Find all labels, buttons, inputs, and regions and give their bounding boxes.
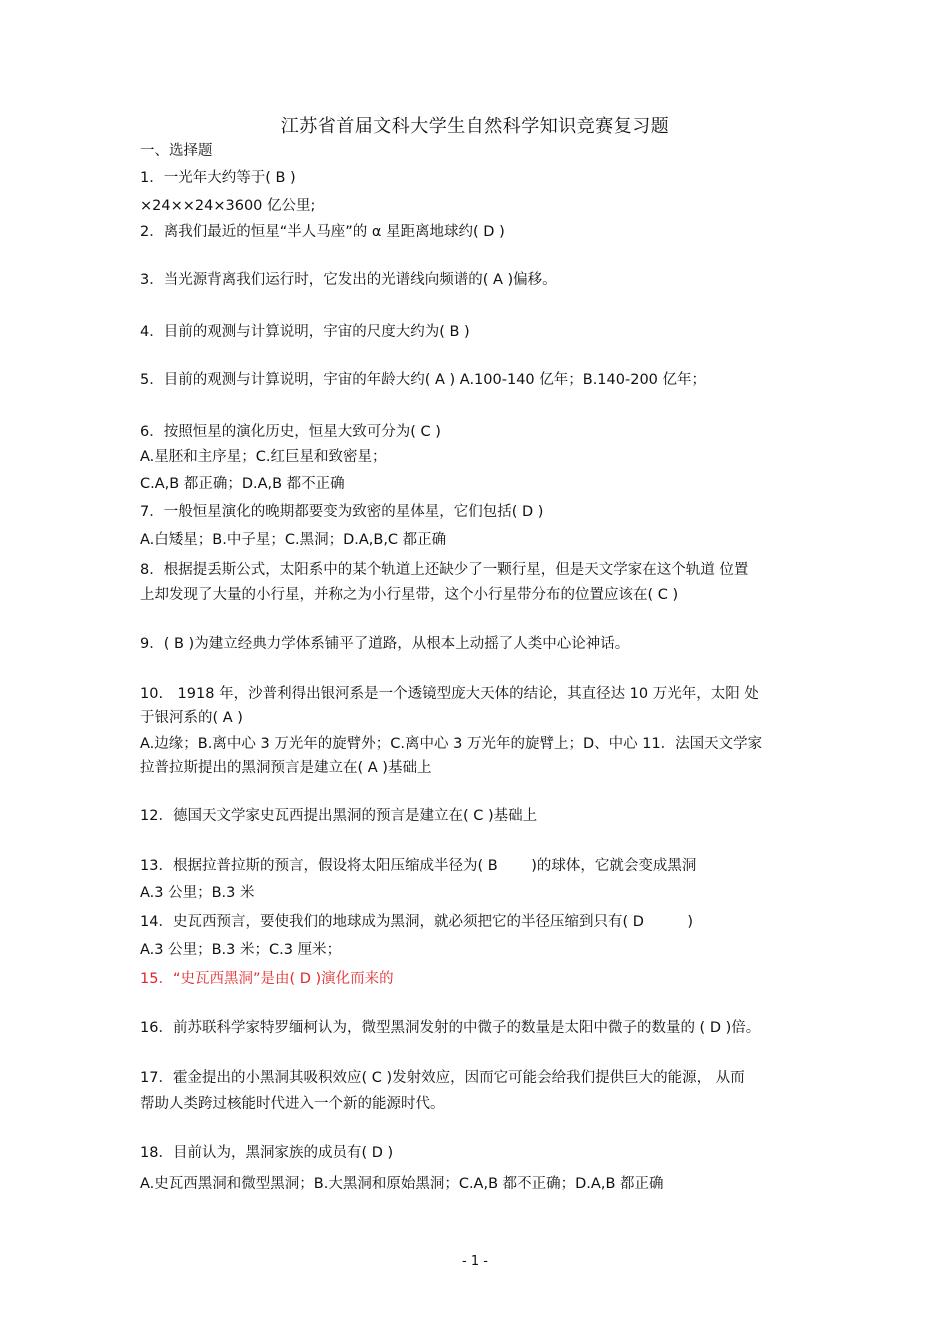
document-title: 江苏省首届文科大学生自然科学知识竞赛复习题 (280, 116, 670, 137)
options-line: A.3 公里；B.3 米 (140, 885, 255, 901)
question-17-cont: 帮助人类跨过核能时代进入一个新的能源时代。 (140, 1096, 445, 1112)
question-15-highlighted: 15．“史瓦西黑洞”是由( D )演化而来的 (140, 971, 394, 987)
question-4: 4．目前的观测与计算说明，宇宙的尺度大约为( B ) (140, 324, 470, 340)
options-line: A.星胚和主序星；C.红巨星和致密星； (140, 449, 387, 465)
question-6: 6．按照恒星的演化历史，恒星大致可分为( C ) (140, 424, 441, 440)
options-line: A.史瓦西黑洞和微型黑洞；B.大黑洞和原始黑洞；C.A,B 都不正确；D.A,B 都正确 (140, 1176, 664, 1192)
options-line: C.A,B 都正确；D.A,B 都不正确 (140, 476, 345, 492)
question-12: 12．德国天文学家史瓦西提出黑洞的预言是建立在( C )基础上 (140, 808, 538, 824)
question-9: 9．( B )为建立经典力学体系铺平了道路，从根本上动摇了人类中心论神话。 (140, 636, 630, 652)
question-11-cont: 拉普拉斯提出的黑洞预言是建立在( A )基础上 (140, 760, 432, 776)
options-line: A.3 公里；B.3 米；C.3 厘米； (140, 942, 342, 958)
question-1: 1．一光年大约等于( B ) (140, 170, 296, 186)
options-line: A.白矮星；B.中子星；C.黑洞；D.A,B,C 都正确 (140, 532, 447, 548)
question-8: 8．根据提丢斯公式，太阳系中的某个轨道上还缺少了一颗行星，但是天文学家在这个轨道 位置 (140, 562, 749, 578)
question-8-cont: 上却发现了大量的小行星，并称之为小行星带，这个小行星带分布的位置应该在( C ) (140, 587, 679, 603)
question-5: 5．目前的观测与计算说明，宇宙的年龄大约( A ) A.100-140 亿年；B.140-200 亿年； (140, 372, 707, 388)
question-3: 3．当光源背离我们运行时，它发出的光谱线向频谱的( A )偏移。 (140, 272, 557, 288)
question-13: 13．根据拉普拉斯的预言，假设将太阳压缩成半径为( B )的球体，它就会变成黑洞 (140, 858, 697, 874)
section-heading: 一、选择题 (140, 143, 213, 159)
question-14: 14．史瓦西预言，要使我们的地球成为黑洞，就必须把它的半径压缩到只有( D ) (140, 914, 694, 930)
question-10: 10. 1918 年，沙普利得出银河系是一个透镜型庞大天体的结论，其直径达 10 万光年，太阳 处 (140, 686, 759, 702)
answer-line: ×24××24×3600 亿公里; (140, 198, 316, 214)
question-7: 7．一般恒星演化的晚期都要变为致密的星体星，它们包括( D ) (140, 504, 544, 520)
page-number: - 1 - (462, 1254, 488, 1269)
question-17: 17．霍金提出的小黑洞其吸积效应( C )发射效应，因而它可能会给我们提供巨大的能源， 从而 (140, 1070, 745, 1086)
question-18: 18．目前认为，黑洞家族的成员有( D ) (140, 1145, 394, 1161)
question-10-cont: 于银河系的( A ) (140, 710, 243, 726)
options-line: A.边缘；B.离中心 3 万光年的旋臂外；C.离中心 3 万光年的旋臂上；D、中心 11．法国天文学家 (140, 736, 763, 752)
question-2: 2．离我们最近的恒星“半人马座”的 α 星距离地球约( D ) (140, 224, 505, 240)
question-16: 16．前苏联科学家特罗缅柯认为，微型黑洞发射的中微子的数量是太阳中微子的数量的 ( D )倍。 (140, 1020, 761, 1036)
